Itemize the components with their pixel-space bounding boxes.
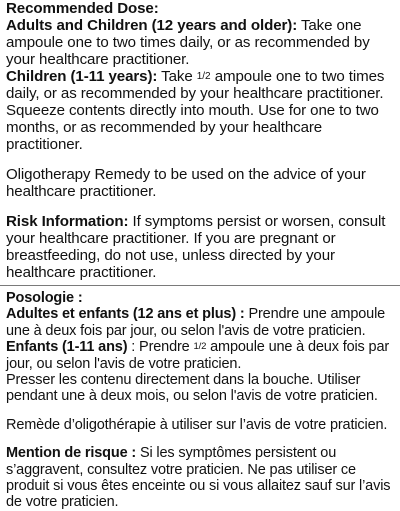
adults-text-en: Take one ampoule one to two times daily, or as recommended by your healthcare practitioner. [6,17,370,68]
children-text-post-en: ampoule one to two times daily, or as recommended by your healthcare practitioner. Squeeze contents directly into mouth. Use for one to two months, or as recommended by your healthcare practitioner. [6,68,385,153]
children-dose-fr [6,339,394,372]
risk-label-en: Risk Information: [6,213,129,230]
squeeze-instructions-fr: Presser les contenu directement dans la bouche. Utiliser pendant une à deux mois, ou selon l'avis de votre praticien. [6,372,378,405]
half-fraction-en: 1/2 [196,71,211,82]
half-fraction-fr: 1/2 [193,341,207,353]
children-text-post-fr: ampoule une à deux fois par jour, ou selon l'avis de votre praticien. [6,339,390,372]
adults-text-fr: Prendre une ampoule une à deux fois par jour, ou selon l'avis de votre praticien. [6,306,386,339]
english-section [6,0,394,281]
remedy-note-fr: Remède d’oligothérapie à utiliser sur l’avis de votre praticien. [6,416,388,433]
remedy-note-en: Oligotherapy Remedy to be used on the advice of your healthcare practitioner. [6,166,366,200]
adults-dose-fr [6,306,394,339]
adults-dose-en [6,17,394,68]
risk-text-fr: Si les symptômes persistent ou s’aggravent, consultez votre praticien. Ne pas utiliser ce produit si vous êtes enceinte ou si vous allaitez sauf sur l’avis de votre praticien. [6,445,391,511]
children-label-fr: Enfants (1-11 ans) [6,339,128,356]
risk-info-en [6,213,394,281]
children-text-pre-fr: : Prendre [127,339,194,356]
dose-heading-fr: Posologie : [6,290,83,306]
section-divider [0,285,400,286]
adults-label-fr: Adultes et enfants (12 ans et plus) : [6,306,245,323]
french-section [6,290,394,511]
risk-text-en: If symptoms persist or worsen, consult your healthcare practitioner. If you are pregnant or breastfeeding, do not use, unless directed by your healthcare practitioner. [6,213,386,281]
children-text-pre-en: Take [157,68,197,85]
dose-heading-en: Recommended Dose: [6,0,159,17]
adults-label-en: Adults and Children (12 years and older): [6,17,298,34]
children-dose-en [6,68,394,153]
risk-info-fr [6,445,394,511]
risk-label-fr: Mention de risque : [6,445,137,462]
children-label-en: Children (1-11 years): [6,68,158,85]
